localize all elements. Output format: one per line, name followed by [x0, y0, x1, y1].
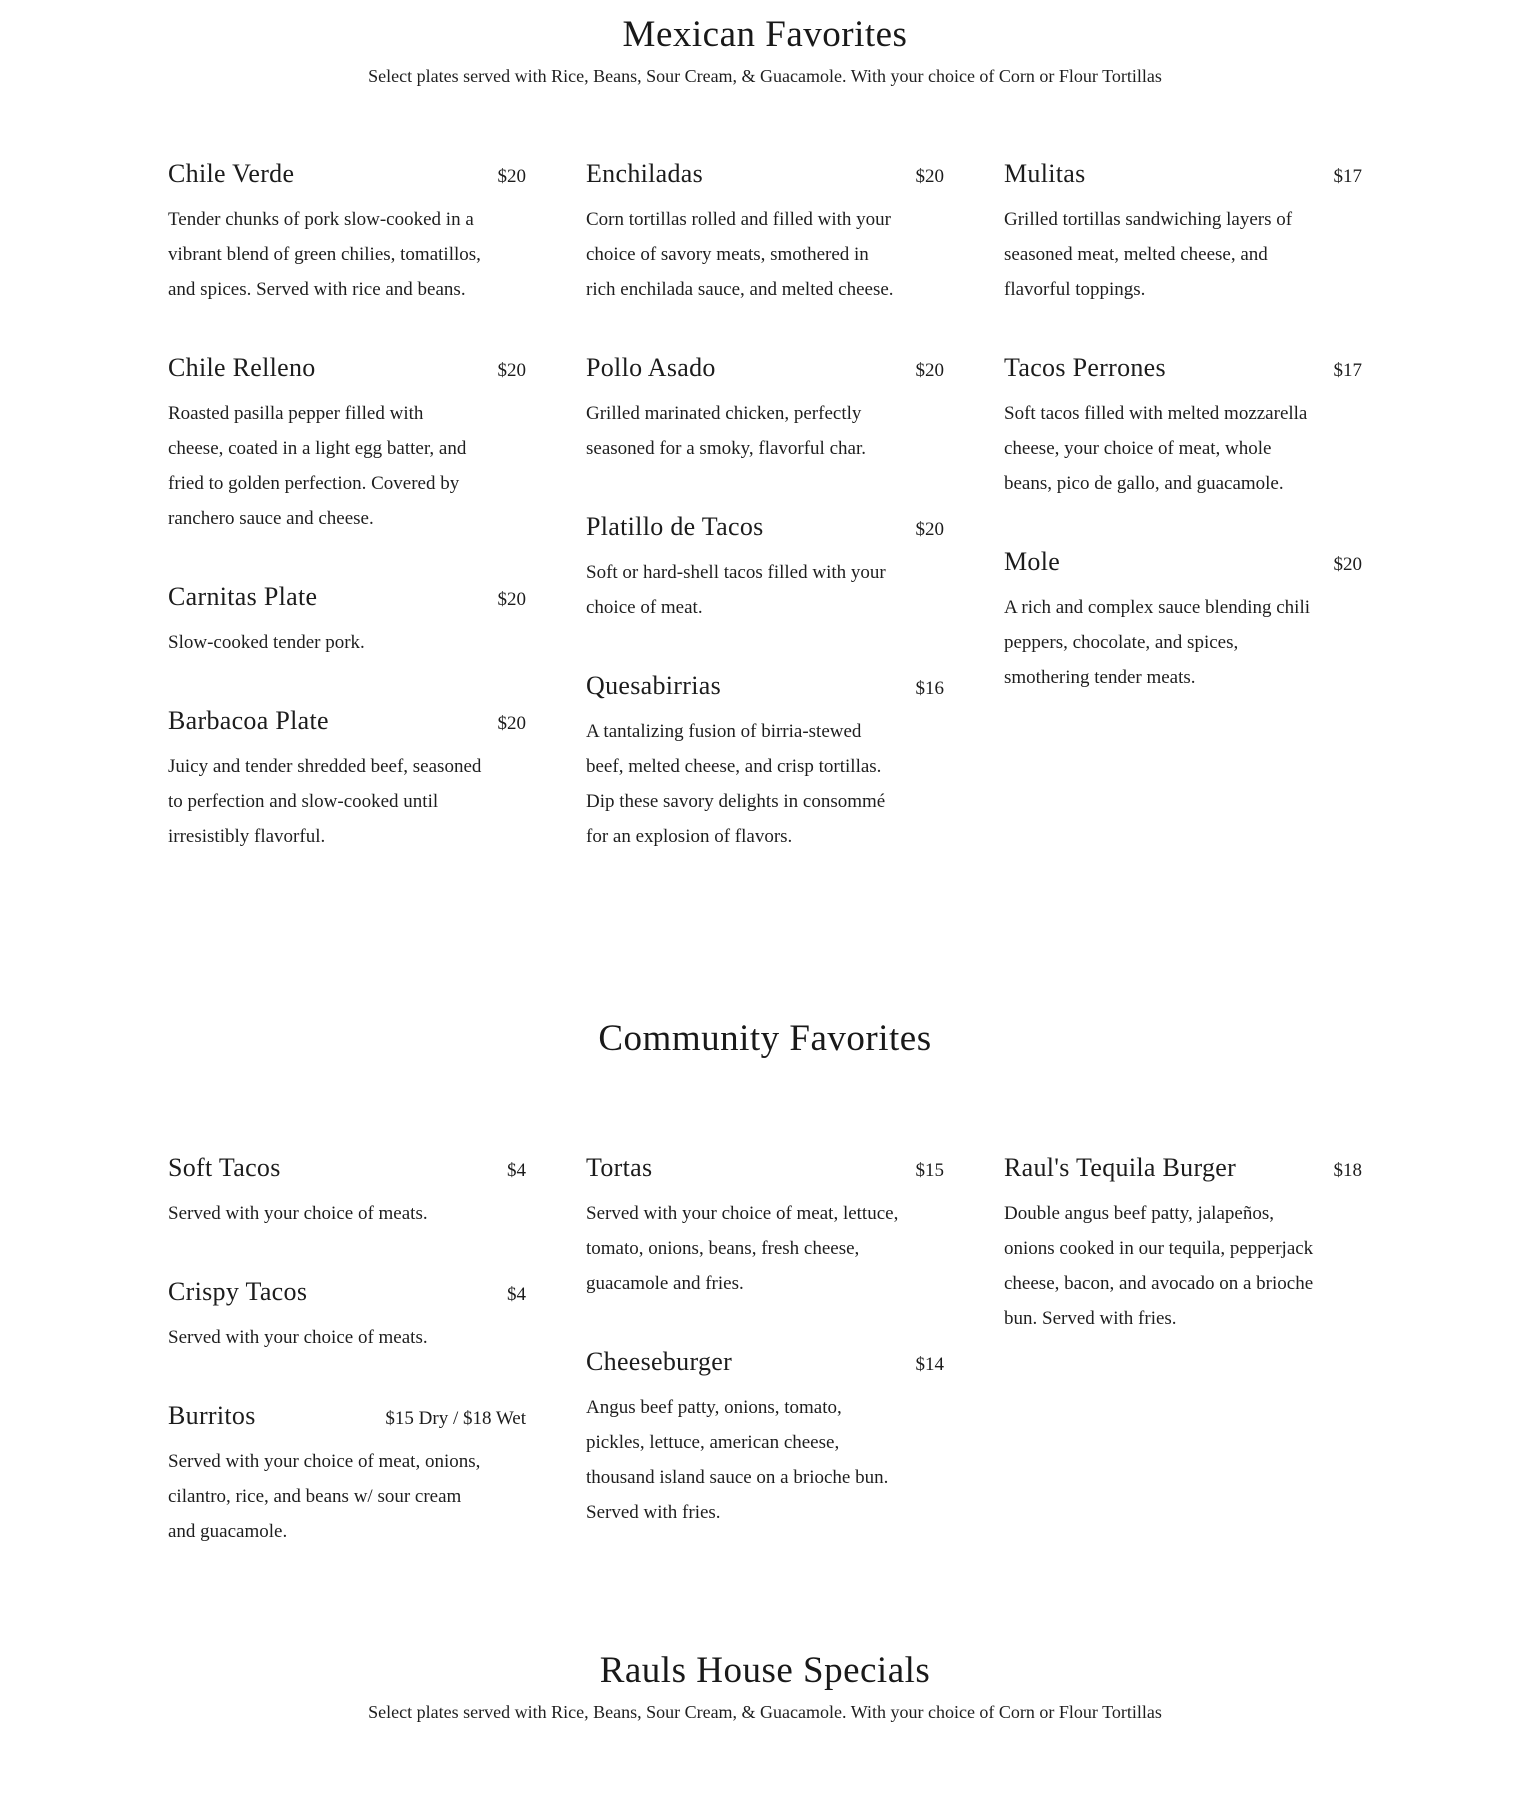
menu-item [168, 580, 526, 660]
menu-item-header [168, 1275, 526, 1312]
menu-item-price: $20 [497, 589, 526, 611]
menu-item-price: $20 [497, 360, 526, 382]
menu-item-name: Enchiladas [586, 159, 704, 189]
menu-item-name: Quesabirrias [586, 671, 721, 701]
menu-item-name: Barbacoa Plate [168, 706, 329, 736]
items-grid [168, 1151, 1362, 1593]
menu-column [1004, 157, 1362, 739]
menu-item-name: Burritos [168, 1400, 256, 1430]
menu-item-price: $18 [1333, 1159, 1362, 1181]
menu-item [586, 1345, 944, 1530]
menu-item-description: Served with your choice of meat, lettuce, tomato, onions, beans, fresh cheese, guacamole and fries. [586, 1202, 899, 1294]
menu-item-name: Mulitas [1004, 159, 1086, 189]
menu-column [168, 1151, 526, 1593]
menu-item-description: Juicy and tender shredded beef, seasoned to perfection and slow-cooked until irresistibly flavorful. [168, 756, 482, 848]
section-header [0, 14, 1530, 87]
menu-item-name: Cheeseburger [586, 1346, 733, 1376]
menu-item-name: Tacos Perrones [1004, 353, 1166, 383]
menu-column [586, 1151, 944, 1574]
menu-item-header [1004, 351, 1362, 388]
menu-item-header [168, 157, 526, 194]
menu-item-name: Mole [1004, 547, 1061, 577]
menu-item-header [1004, 1151, 1362, 1188]
section-rauls-house-specials [0, 1650, 1530, 1723]
menu-item-price: $17 [1333, 360, 1362, 382]
menu-item-description: Soft tacos filled with melted mozzarella cheese, your choice of meat, whole beans, pico de gallo, and guacamole. [1004, 403, 1308, 495]
menu-item [586, 351, 944, 466]
menu-item [586, 669, 944, 854]
menu-item-description: Angus beef patty, onions, tomato, pickles, lettuce, american cheese, thousand island sauce on a brioche bun. Served with fries. [586, 1396, 889, 1523]
section-community-favorites [0, 1018, 1530, 1593]
menu-item-description: Soft or hard-shell tacos filled with your choice of meat. [586, 562, 886, 619]
menu-item-name: Pollo Asado [586, 353, 716, 383]
menu-item-price: $20 [915, 360, 944, 382]
menu-column [586, 157, 944, 898]
menu-item-name: Raul's Tequila Burger [1004, 1152, 1237, 1182]
menu-item-description: Served with your choice of meats. [168, 1202, 428, 1224]
menu-item-header [586, 1345, 944, 1382]
menu-item-header [586, 510, 944, 547]
menu-item-description: Grilled tortillas sandwiching layers of seasoned meat, melted cheese, and flavorful toppings. [1004, 209, 1293, 301]
menu-item-price: $16 [915, 678, 944, 700]
menu-item-name: Tortas [586, 1152, 653, 1182]
items-grid [168, 157, 1362, 898]
section-subtitle: Select plates served with Rice, Beans, Sour Cream, & Guacamole. With your choice of Corn or Flour Tortillas [368, 1701, 1162, 1722]
menu-item [168, 1275, 526, 1355]
section-header [0, 1018, 1530, 1061]
menu-item-description: Slow-cooked tender pork. [168, 632, 365, 654]
menu-item-price: $15 [915, 1159, 944, 1181]
menu-item-name: Platillo de Tacos [586, 512, 764, 542]
menu-item-description: Corn tortillas rolled and filled with your choice of savory meats, smothered in rich enchilada sauce, and melted cheese. [586, 209, 894, 301]
menu-item-header [168, 1151, 526, 1188]
menu-column [168, 157, 526, 898]
menu-item-description: Double angus beef patty, jalapeños, onions cooked in our tequila, pepperjack cheese, bacon, and avocado on a brioche bun. Served with fries. [1004, 1202, 1314, 1329]
menu-item-name: Chile Relleno [168, 353, 316, 383]
menu-item-name: Crispy Tacos [168, 1276, 308, 1306]
menu-item-description: Served with your choice of meats. [168, 1326, 428, 1348]
menu-item-header [586, 1151, 944, 1188]
menu-item-name: Carnitas Plate [168, 582, 318, 612]
menu-item-price: $20 [1333, 554, 1362, 576]
menu-item [586, 157, 944, 307]
menu-item-description: A tantalizing fusion of birria-stewed beef, melted cheese, and crisp tortillas. Dip these savory delights in consommé for an explosion of flavors. [586, 721, 886, 848]
menu-item-description: Grilled marinated chicken, perfectly seasoned for a smoky, flavorful char. [586, 403, 866, 460]
menu-column [1004, 1151, 1362, 1380]
menu-item [168, 1151, 526, 1231]
section-title: Mexican Favorites [622, 14, 908, 55]
menu-item-header [1004, 157, 1362, 194]
menu-item-header [1004, 545, 1362, 582]
menu-item-description: A rich and complex sauce blending chili peppers, chocolate, and spices, smothering tender meats. [1004, 597, 1311, 689]
menu-item [168, 157, 526, 307]
menu-item [586, 1151, 944, 1301]
menu-item-name: Chile Verde [168, 159, 295, 189]
menu-item-header [168, 1399, 526, 1436]
menu-item [1004, 1151, 1362, 1336]
menu-item-header [586, 351, 944, 388]
section-title: Community Favorites [598, 1018, 932, 1059]
menu-item-price: $20 [497, 713, 526, 735]
menu-item [168, 351, 526, 536]
menu-item-header [168, 704, 526, 741]
menu-item [1004, 545, 1362, 695]
section-mexican-favorites [0, 14, 1530, 898]
menu-item [1004, 351, 1362, 501]
menu-item-description: Roasted pasilla pepper filled with cheese, coated in a light egg batter, and fried to golden perfection. Covered by ranchero sauce and cheese. [168, 403, 467, 530]
menu-item [168, 704, 526, 854]
menu-item-header [168, 580, 526, 617]
menu-item-price: $4 [507, 1159, 526, 1181]
menu-item [1004, 157, 1362, 307]
menu-item-header [586, 669, 944, 706]
menu-item-header [586, 157, 944, 194]
menu-item-header [168, 351, 526, 388]
menu-item-price: $20 [915, 166, 944, 188]
section-subtitle: Select plates served with Rice, Beans, Sour Cream, & Guacamole. With your choice of Corn or Flour Tortillas [368, 65, 1162, 86]
menu-item-name: Soft Tacos [168, 1152, 281, 1182]
menu-item-price: $20 [915, 519, 944, 541]
menu-item-price: $20 [497, 166, 526, 188]
menu-item-price: $17 [1333, 166, 1362, 188]
menu-item-price: $15 Dry / $18 Wet [385, 1407, 526, 1429]
menu-item-description: Tender chunks of pork slow-cooked in a vibrant blend of green chilies, tomatillos, and spices. Served with rice and beans. [168, 209, 481, 301]
menu-item-description: Served with your choice of meat, onions, cilantro, rice, and beans w/ sour cream and guacamole. [168, 1450, 481, 1542]
section-header [0, 1650, 1530, 1723]
menu-item-price: $14 [915, 1353, 944, 1375]
menu-item [168, 1399, 526, 1549]
menu-item [586, 510, 944, 625]
menu-item-price: $4 [507, 1283, 526, 1305]
section-title: Rauls House Specials [599, 1650, 931, 1691]
